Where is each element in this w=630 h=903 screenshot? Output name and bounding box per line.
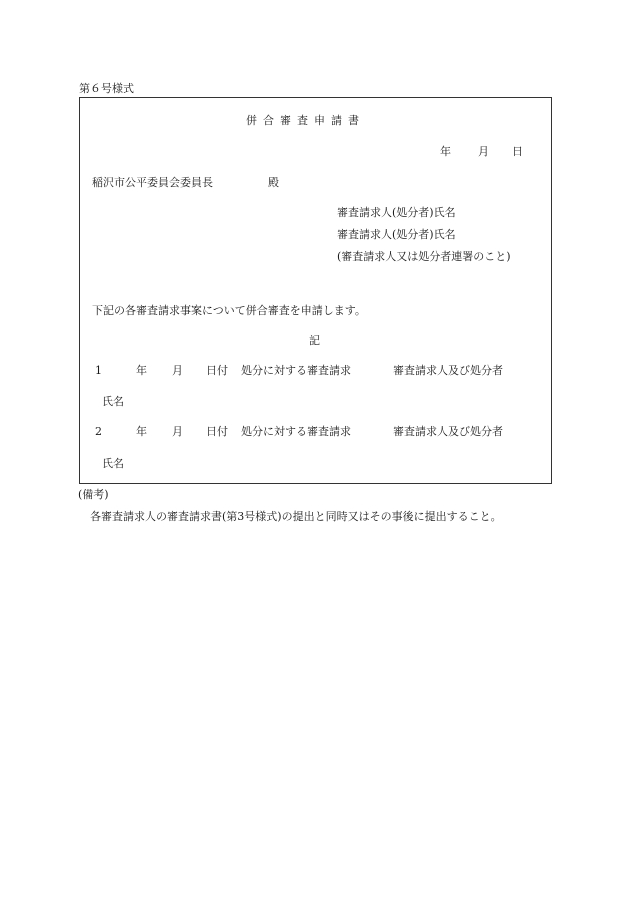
ki-heading: 記: [309, 334, 320, 347]
date-day-label: 日: [512, 145, 523, 158]
application-statement: 下記の各審査請求事案について併合審査を申請します。: [92, 304, 366, 317]
addressee: 稲沢市公平委員会委員長: [92, 176, 213, 189]
requester-name-line: 審査請求人(処分者)氏名: [337, 228, 456, 241]
case-month-label: 月: [172, 364, 183, 377]
remarks-text: 各審査請求人の審査請求書(第3号様式)の提出と同時又はその事後に提出すること。: [90, 510, 502, 523]
case-month-label: 月: [172, 425, 183, 438]
case-date-label: 日付: [206, 364, 228, 377]
case-description: 処分に対する審査請求: [241, 364, 351, 377]
document-title: 併合審査申請書: [246, 114, 365, 127]
remarks-label: (備考): [78, 488, 109, 501]
date-month-label: 月: [478, 145, 489, 158]
case-name-label: 氏名: [102, 395, 124, 408]
date-year-label: 年: [440, 145, 451, 158]
case-number: 1: [95, 364, 102, 377]
case-year-label: 年: [136, 364, 147, 377]
requester-name-line: 審査請求人(処分者)氏名: [337, 206, 456, 219]
case-parties: 審査請求人及び処分者: [393, 364, 503, 377]
case-year-label: 年: [136, 425, 147, 438]
form-number-label: 第６号様式: [79, 82, 134, 95]
case-number: 2: [95, 425, 102, 438]
case-name-label: 氏名: [102, 457, 124, 470]
case-date-label: 日付: [206, 425, 228, 438]
cosign-note: (審査請求人又は処分者連署のこと): [337, 250, 511, 263]
case-description: 処分に対する審査請求: [241, 425, 351, 438]
case-parties: 審査請求人及び処分者: [393, 425, 503, 438]
honorific: 殿: [268, 176, 279, 189]
